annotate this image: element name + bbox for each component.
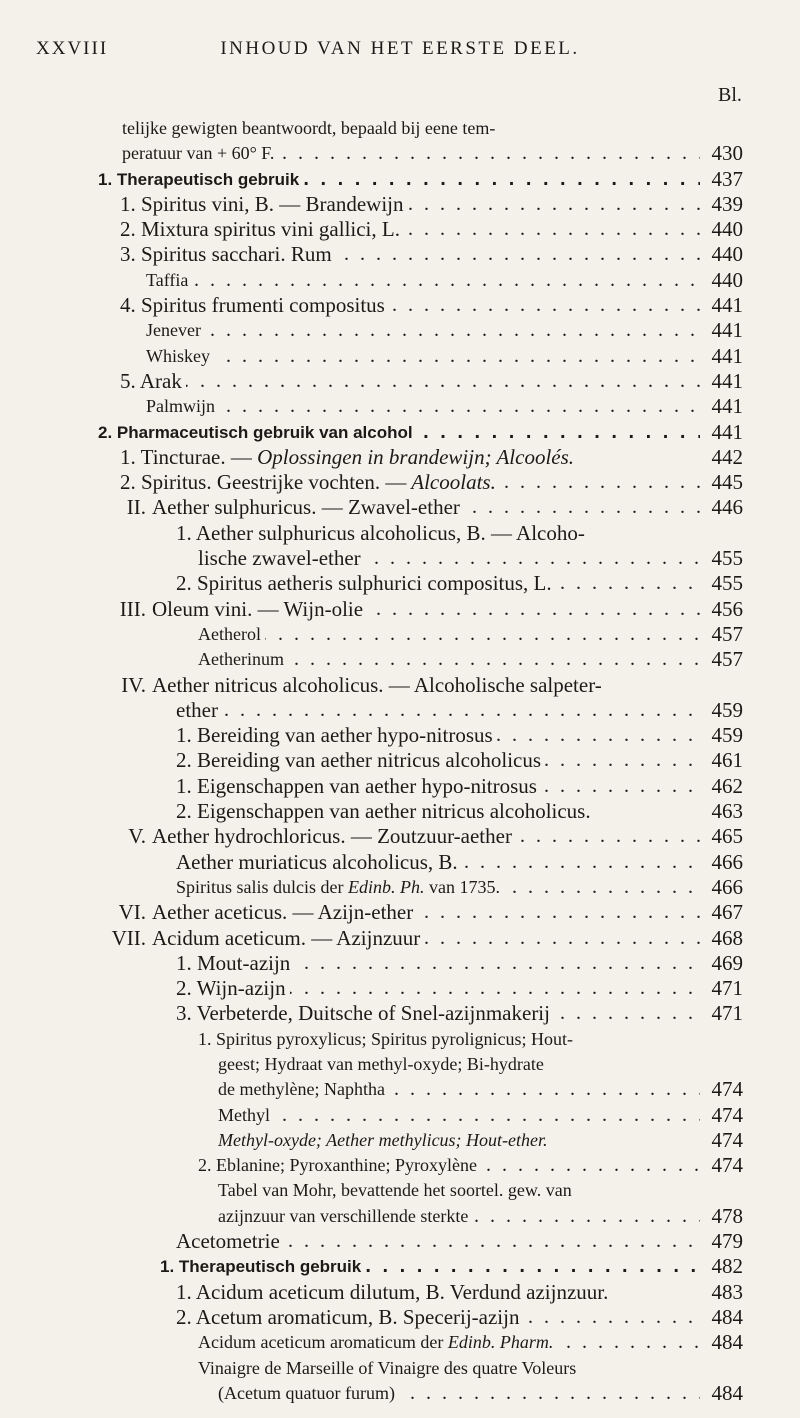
section-numeral: II.	[126, 495, 146, 520]
toc-entry	[0, 1330, 800, 1355]
entry-page-number: 455	[711, 546, 743, 571]
table-of-contents	[0, 116, 800, 1406]
entry-page-number: 459	[711, 697, 743, 722]
toc-entry	[0, 521, 800, 546]
entry-page-number: 466	[711, 874, 743, 899]
toc-entry	[0, 976, 800, 1001]
entry-page-number: 441	[711, 318, 743, 343]
entry-title: Spiritus salis dulcis der Edinb. Ph. van 1735. . . .	[176, 875, 700, 900]
page-number: XXVIII	[36, 38, 109, 59]
entry-title: (Acetum quatuor furum) . . .	[218, 1381, 700, 1406]
entry-page-number: 483	[711, 1279, 743, 1304]
entry-title: 2. Eigenschappen van aether nitricus alcoholicus.	[176, 799, 700, 824]
toc-entry	[0, 799, 800, 824]
entry-page-number: 440	[711, 267, 743, 292]
entry-page-number: 437	[711, 166, 743, 191]
entry-title: 3. Spiritus sacchari. Rum . . .	[120, 242, 700, 267]
entry-page-number: 462	[711, 773, 743, 798]
toc-entry	[0, 242, 800, 267]
toc-entry	[0, 597, 800, 622]
entry-title: 3. Verbeterde, Duitsche of Snel-azijnmakerij . . .	[176, 1001, 700, 1026]
entry-page-number: 445	[711, 470, 743, 495]
entry-page-number: 441	[711, 343, 743, 368]
entry-title: Whiskey . . .	[146, 344, 700, 369]
entry-page-number: 441	[711, 368, 743, 393]
entry-page-number: 441	[711, 394, 743, 419]
toc-entry	[0, 1001, 800, 1026]
entry-page-number: 440	[711, 242, 743, 267]
entry-page-number: 442	[711, 444, 743, 469]
toc-entry	[0, 116, 800, 141]
page-column-label: Bl.	[718, 84, 742, 106]
toc-entry	[0, 394, 800, 419]
entry-title: 1. Eigenschappen van aether hypo-nitrosus . . .	[176, 774, 700, 799]
entry-title: 1. Aether sulphuricus alcoholicus, B. — Alcoho-	[176, 521, 740, 546]
entry-title: Methyl . . .	[218, 1103, 700, 1128]
entry-page-number: 439	[711, 191, 743, 216]
entry-title: Acidum aceticum aromaticum der Edinb. Pharm. . . .	[198, 1330, 700, 1355]
entry-title: 2. Bereiding van aether nitricus alcoholicus . . .	[176, 748, 700, 773]
entry-title: 2. Mixtura spiritus vini gallici, L. . . .	[120, 217, 700, 242]
toc-entry	[0, 192, 800, 217]
toc-entry	[0, 698, 800, 723]
toc-entry	[0, 951, 800, 976]
entry-title: Aether nitricus alcoholicus. — Alcoholische salpeter-	[152, 673, 740, 698]
section-numeral: VII.	[111, 925, 146, 950]
entry-title: Vinaigre de Marseille of Vinaigre des quatre Voleurs	[198, 1356, 740, 1381]
entry-title: 2. Acetum aromaticum, B. Specerij-azijn . . .	[176, 1305, 700, 1330]
section-numeral: III.	[119, 596, 146, 621]
entry-page-number: 456	[711, 596, 743, 621]
section-numeral: V.	[128, 824, 146, 849]
toc-entry	[0, 1103, 800, 1128]
entry-page-number: 478	[711, 1203, 743, 1228]
entry-page-number: 466	[711, 849, 743, 874]
toc-entry	[0, 926, 800, 951]
toc-entry	[0, 141, 800, 166]
section-numeral: VI.	[118, 900, 146, 925]
entry-page-number: 441	[711, 293, 743, 318]
entry-page-number: 461	[711, 748, 743, 773]
toc-entry	[0, 1229, 800, 1254]
entry-page-number: 457	[711, 647, 743, 672]
toc-entry	[0, 167, 800, 192]
toc-entry	[0, 495, 800, 520]
toc-entry	[0, 723, 800, 748]
entry-title: azijnzuur van verschillende sterkte . . .	[218, 1204, 700, 1229]
entry-page-number: 469	[711, 950, 743, 975]
entry-title: 2. Spiritus. Geestrijke vochten. — Alcoolats. . . .	[120, 470, 700, 495]
toc-entry	[0, 824, 800, 849]
entry-title: 2. Eblanine; Pyroxanthine; Pyroxylène . . .	[198, 1153, 700, 1178]
entry-title: 1. Spiritus pyroxylicus; Spiritus pyrolignicus; Hout-	[198, 1027, 740, 1052]
entry-page-number: 465	[711, 824, 743, 849]
entry-title: de methylène; Naphtha . . .	[218, 1077, 700, 1102]
entry-page-number: 474	[711, 1127, 743, 1152]
page-title: INHOUD VAN HET EERSTE DEEL.	[220, 38, 580, 59]
entry-title: peratuur van + 60° F. . . .	[122, 141, 700, 166]
toc-entry	[0, 647, 800, 672]
entry-page-number: 468	[711, 925, 743, 950]
toc-entry	[0, 546, 800, 571]
toc-entry	[0, 217, 800, 242]
toc-entry	[0, 850, 800, 875]
entry-title: telijke gewigten beantwoordt, bepaald bij eene tem-	[122, 116, 740, 141]
entry-title: 1. Mout-azijn . . .	[176, 951, 700, 976]
running-header	[36, 38, 764, 62]
entry-page-number: 474	[711, 1077, 743, 1102]
entry-title: 1. Acidum aceticum dilutum, B. Verdund azijnzuur.	[176, 1280, 700, 1305]
entry-title: Oleum vini. — Wijn-olie . . .	[152, 597, 700, 622]
toc-entry	[0, 1280, 800, 1305]
entry-title: 2. Spiritus aetheris sulphurici compositus, L. . . .	[176, 571, 700, 596]
toc-entry	[0, 1153, 800, 1178]
entry-page-number: 457	[711, 621, 743, 646]
entry-title: Tabel van Mohr, bevattende het soortel. gew. van	[218, 1178, 740, 1203]
entry-title: geest; Hydraat van methyl-oxyde; Bi-hydrate	[218, 1052, 740, 1077]
entry-title: Aether muriaticus alcoholicus, B. . . .	[176, 850, 700, 875]
entry-title: 1. Therapeutisch gebruik . . .	[98, 167, 700, 192]
entry-title: 1. Therapeutisch gebruik . . .	[160, 1254, 700, 1279]
toc-entry	[0, 748, 800, 773]
toc-entry	[0, 420, 800, 445]
entry-title: Methyl-oxyde; Aether methylicus; Hout-ether.	[218, 1128, 700, 1153]
entry-title: Aetherinum . . .	[198, 647, 700, 672]
toc-entry	[0, 470, 800, 495]
toc-entry	[0, 875, 800, 900]
entry-page-number: 441	[711, 419, 743, 444]
entry-title: Acidum aceticum. — Azijnzuur . . .	[152, 926, 700, 951]
entry-page-number: 440	[711, 217, 743, 242]
entry-page-number: 430	[711, 141, 743, 166]
entry-title: 1. Bereiding van aether hypo-nitrosus . . .	[176, 723, 700, 748]
entry-title: 1. Spiritus vini, B. — Brandewijn . . .	[120, 192, 700, 217]
toc-entry	[0, 293, 800, 318]
entry-page-number: 467	[711, 900, 743, 925]
toc-entry	[0, 774, 800, 799]
toc-entry	[0, 1356, 800, 1381]
toc-entry	[0, 1027, 800, 1052]
entry-page-number: 484	[711, 1304, 743, 1329]
entry-page-number: 459	[711, 723, 743, 748]
entry-title: Aether hydrochloricus. — Zoutzuur-aether . . .	[152, 824, 700, 849]
entry-page-number: 455	[711, 571, 743, 596]
entry-title: 1. Tincturae. — Oplossingen in brandewijn; Alcoolés.	[120, 445, 700, 470]
entry-title: 2. Wijn-azijn . . .	[176, 976, 700, 1001]
toc-entry	[0, 900, 800, 925]
toc-entry	[0, 268, 800, 293]
entry-title: 2. Pharmaceutisch gebruik van alcohol . . .	[98, 420, 700, 445]
entry-page-number: 463	[711, 799, 743, 824]
entry-page-number: 482	[711, 1254, 743, 1279]
toc-entry	[0, 1128, 800, 1153]
entry-title: Acetometrie . . .	[176, 1229, 700, 1254]
entry-page-number: 479	[711, 1229, 743, 1254]
toc-entry	[0, 622, 800, 647]
entry-title: ether . . .	[176, 698, 700, 723]
toc-entry	[0, 1204, 800, 1229]
toc-entry	[0, 1254, 800, 1279]
entry-title: lische zwavel-ether . . .	[198, 546, 700, 571]
entry-page-number: 474	[711, 1102, 743, 1127]
entry-title: Aetherol . . .	[198, 622, 700, 647]
entry-title: Palmwijn . . .	[146, 394, 700, 419]
toc-entry	[0, 1178, 800, 1203]
toc-entry	[0, 318, 800, 343]
entry-title: Aether sulphuricus. — Zwavel-ether . . .	[152, 495, 700, 520]
entry-page-number: 446	[711, 495, 743, 520]
entry-page-number: 484	[711, 1380, 743, 1405]
entry-page-number: 471	[711, 1001, 743, 1026]
entry-title: Jenever . . .	[146, 318, 700, 343]
toc-entry	[0, 445, 800, 470]
entry-page-number: 474	[711, 1153, 743, 1178]
section-numeral: IV.	[121, 672, 146, 697]
toc-entry	[0, 1077, 800, 1102]
toc-entry	[0, 1381, 800, 1406]
entry-title: 5. Arak . . .	[120, 369, 700, 394]
entry-title: Aether aceticus. — Azijn-ether . . .	[152, 900, 700, 925]
entry-page-number: 484	[711, 1330, 743, 1355]
toc-entry	[0, 369, 800, 394]
toc-entry	[0, 571, 800, 596]
entry-title: Taffia . . .	[146, 268, 700, 293]
entry-page-number: 471	[711, 976, 743, 1001]
toc-entry	[0, 344, 800, 369]
entry-title: 4. Spiritus frumenti compositus . . .	[120, 293, 700, 318]
toc-entry	[0, 1052, 800, 1077]
toc-entry	[0, 1305, 800, 1330]
toc-entry	[0, 673, 800, 698]
